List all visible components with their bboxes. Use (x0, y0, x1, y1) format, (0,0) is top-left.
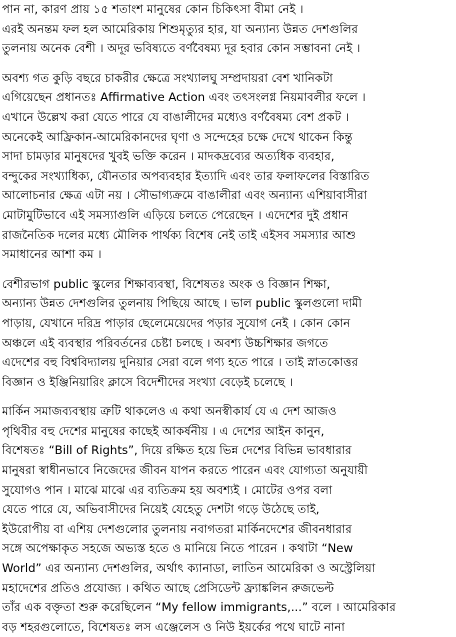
text-line: মহাদেশের প্রতিও প্রযোজ্য । কথিত আছে প্রেসিডেন্ট ফ্র্যাঙ্কলিন রুজভেল্ট (2, 580, 335, 595)
paragraph-gap (2, 392, 455, 402)
paragraph-education (2, 275, 455, 393)
text-line: World” এর অন্যান্য দেশগুলির, অর্থাৎ ক্যানাডা, লাতিন আমেরিকা ও অস্ট্রেলিয়া (2, 561, 376, 576)
text-line: সঙ্গে অপেক্ষাকৃত সহজে অভ্যস্ত হতে ও মানিয়ে নিতে পারেন । কথাটা “New (2, 541, 354, 556)
paragraph-health-care (2, 0, 455, 59)
text-line: বেশীরভাগ public স্কুলের শিক্ষাব্যবস্থা, বিশেষতঃ অংক ও বিজ্ঞান শিক্ষা, (2, 276, 331, 291)
text-line: অন্যান্য উন্নত দেশগুলির তুলনায় পিছিয়ে আছে । ভাল public স্কুলগুলো দামী (2, 296, 362, 311)
text-line: সুযোগও পান । মাঝে মাঝে এর ব্যতিক্রম হয় অবশ্যই । মোটের ওপর বলা (2, 482, 333, 497)
text-line: পাড়ায়, যেখানে দরিদ্র পাড়ার ছেলেমেয়েদের পড়ার সুযোগ নেই । কোন কোন (2, 315, 351, 330)
paragraph-gap (2, 265, 455, 275)
paragraph-immigrants (2, 402, 455, 637)
text-line: বিশেষতঃ “Bill of Rights”, দিয়ে রক্ষিত হয়ে ভিন্ন দেশের বিভিন্ন ভাবধারার (2, 443, 352, 458)
text-line: আলোচনার ক্ষেত্র এটা নয় । সৌভাগ্যক্রমে বাঙালীরা এবং অন্যান্য এশিয়াবাসীরা (2, 188, 367, 203)
text-line: বড় শহরগুলোতে, বিশেষতঃ লস এঞ্জেলেস ও নিউ ইয়র্কের পথে ঘাটে নানা (2, 619, 345, 634)
text-line: অনেকেই আফ্রিকান-আমেরিকানদের ঘৃণা ও সন্দেহের চক্ষে দেখে থাকেন কিন্তু (2, 129, 353, 144)
text-line: এরই অনন্তম ফল হল আমেরিকায় শিশুমৃত্যুর হার, যা অন্যান্য উন্নত দেশগুলির (2, 21, 358, 36)
text-line: মার্কিন সমাজব্যবস্থায় ত্রুটি থাকলেও এ কথা অনস্বীকার্য যে এ দেশ আজও (2, 404, 337, 419)
text-line: বন্দুকের সংখ্যাধিক্য, যৌনতার অপব্যবহার ইত্যাদি এবং তার ফলাফলের বিস্তারিত (2, 168, 370, 183)
text-line: যেতে পারে যে, অভিবাসীদের নিয়েই যেহেতু দেশটা গড়ে উঠেছে তাই, (2, 502, 320, 517)
text-line: অঞ্চলে এই ব্যবস্থার পরিবর্তনের চেষ্টা চলছে । অবশ্য উচ্চশিক্ষার জগতে (2, 335, 329, 350)
text-line: পৃথিবীর বহু দেশের মানুষের কাছেই আকর্ষনীয় । এ দেশের আইন কানুন, (2, 423, 325, 438)
text-line: এদেশের বহু বিশ্ববিদ্যালয় দুনিয়ার সেরা বলে গণ্য হতে পারে । তাই স্নাতকোত্তর (2, 355, 359, 370)
text-line: রাজনৈতিক দলের মধ্যে মৌলিক পার্থক্য বিশেষ নেই তাই এইসব সমস্যার আশু (2, 227, 356, 242)
text-line: মানুষরা স্বাধীনভাবে নিজেদের জীবন যাপন করতে পারেন এবং যোগ্যতা অনুযায়ী (2, 463, 368, 478)
text-line: অবশ্য গত কুড়ি বছরে চাকরীর ক্ষেত্রে সংখ্যালঘু সম্প্রদায়রা বেশ খানিকটা (2, 70, 333, 85)
text-line: বিজ্ঞান ও ইঞ্জিনিয়ারিং ক্লাসে বিদেশীদের সংখ্যা বেড়েই চলেছে । (2, 374, 293, 389)
text-line: মোটামুটিভাবে এই সমস্যাগুলি এড়িয়ে চলতে পেরেছেন । এদেশের দুই প্রধান (2, 207, 349, 222)
paragraph-gap (2, 59, 455, 69)
paragraph-minorities (2, 69, 455, 265)
text-line: এগিয়েছেন প্রধানতঃ Affirmative Action এবং তৎসংলগ্ন নিয়মাবলীর ফলে । (2, 90, 366, 105)
text-line: এখানে উল্লেখ করা যেতে পারে যে বাঙালীদের মধ্যেও বর্ণবৈষম্য বেশ প্রকট । (2, 109, 349, 124)
text-line: সাদা চামড়ার মানুষদের খুবই ভক্তি করেন । মাদকদ্রব্যের অত্যধিক ব্যবহার, (2, 149, 335, 164)
text-line: পান না, কারণ প্রায় ১৫ শতাংশ মানুষের কোন চিকিৎসা বীমা নেই । (2, 2, 304, 16)
text-line: সমাধানের আশা কম । (2, 247, 102, 262)
text-line: ইউরোপীয় বা এশিয় দেশগুলোর তুলনায় নবাগতরা মার্কিনদেশের জীবনধারার (2, 521, 352, 536)
text-line: তাঁর এক বক্তৃতা শুরু করেছিলেন “My fellow immigrants,...” বলে । আমেরিকার (2, 600, 396, 615)
text-line: তুলনায় অনেক বেশী । অদূর ভবিষ্যতে বর্ণবৈষম্য দূর হবার কোন সম্ভাবনা নেই । (2, 41, 361, 56)
